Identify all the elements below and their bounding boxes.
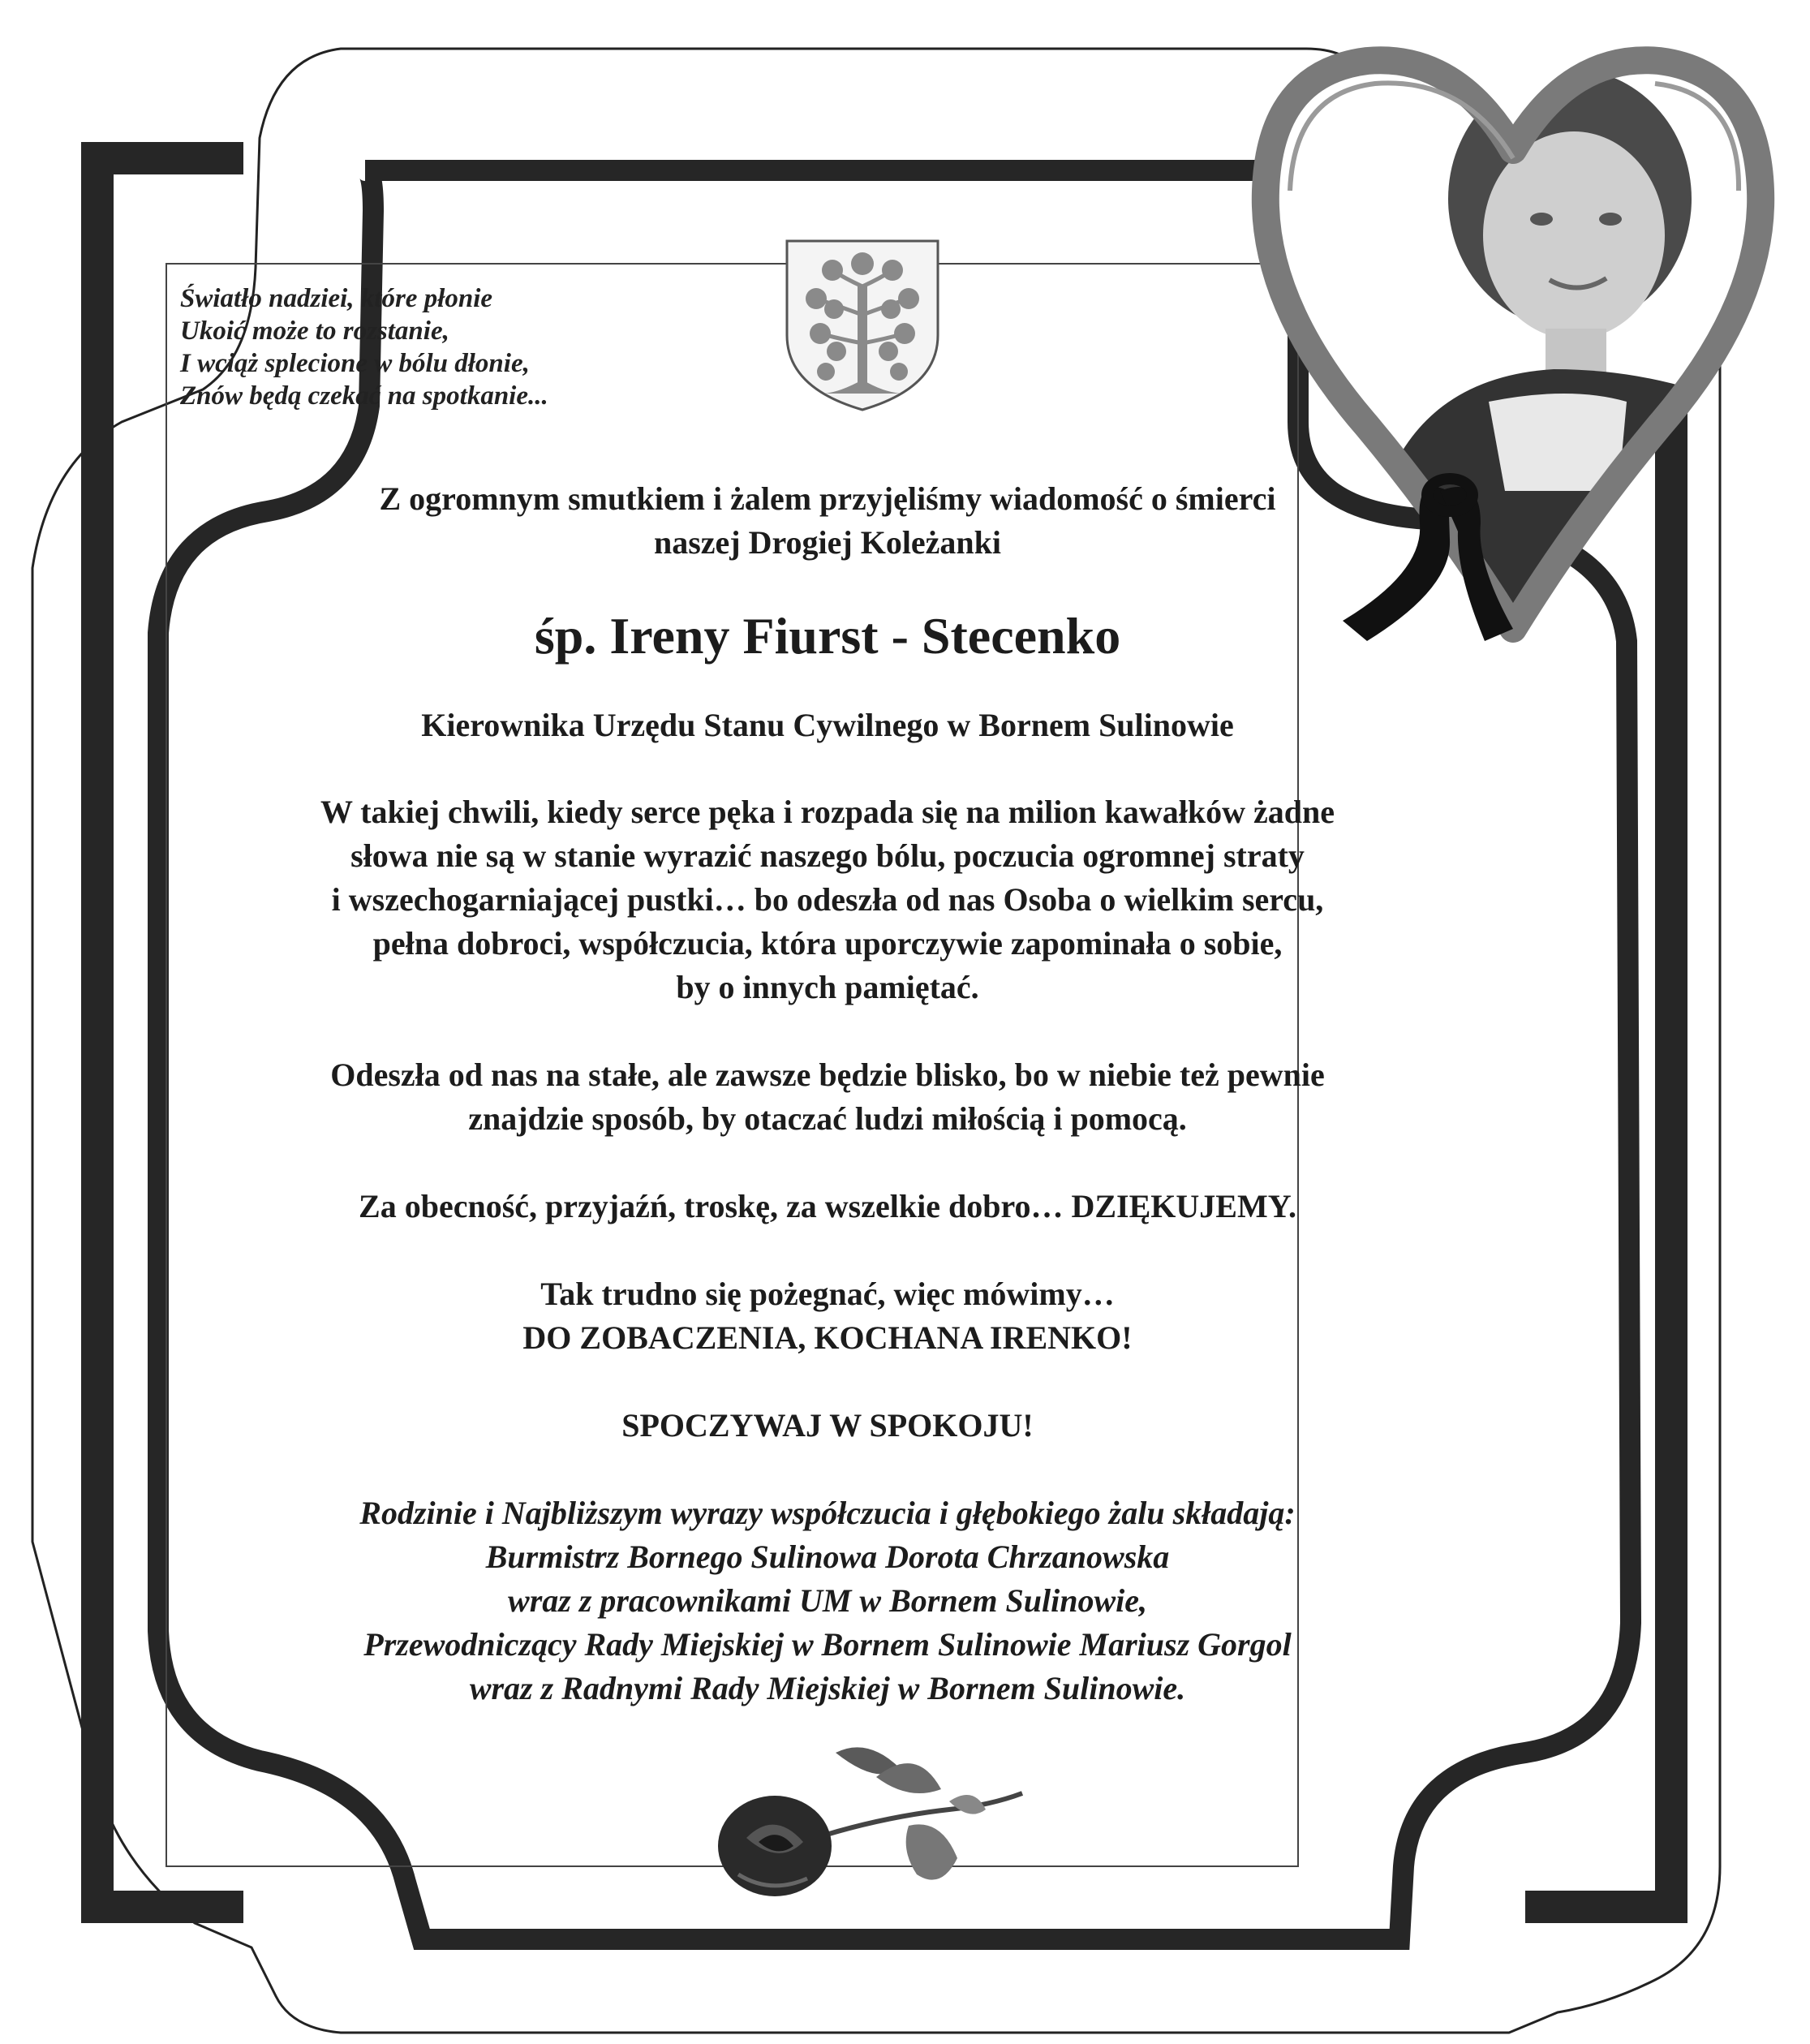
- paragraph-line: pełna dobroci, współczucia, która uporczywie zapominała o sobie,: [372, 925, 1283, 962]
- announcement-text: [203, 477, 1452, 1711]
- rose-icon: [714, 1720, 1038, 1907]
- poem-line: I wciąż splecione w bólu dłonie,: [180, 349, 530, 378]
- poem-line: Ukoić może to rozstanie,: [180, 316, 449, 346]
- deceased-role: Kierownika Urzędu Stanu Cywilnego w Bornem Sulinowie: [421, 707, 1234, 743]
- thanks-line: Za obecność, przyjaźń, troskę, za wszelkie dobro… DZIĘKUJEMY.: [359, 1188, 1296, 1224]
- poem-line: Światło nadziei, które płonie: [180, 284, 493, 313]
- condolence-line: Przewodniczący Rady Miejskiej w Bornem Sulinowie Mariusz Gorgol: [363, 1626, 1292, 1663]
- paragraph-line: i wszechogarniającej pustki… bo odeszła od nas Osoba o wielkim sercu,: [331, 881, 1324, 918]
- condolence-line: Burmistrz Bornego Sulinowa Dorota Chrzanowska: [485, 1538, 1170, 1575]
- condolence-line: wraz z Radnymi Rady Miejskiej w Bornem Sulinowie.: [469, 1670, 1186, 1706]
- poem-line: Znów będą czekać na spotkanie...: [180, 381, 548, 411]
- paragraph-line: słowa nie są w stanie wyrazić naszego bólu, poczucia ogromnej straty: [350, 837, 1305, 874]
- paragraph-line: by o innych pamiętać.: [676, 969, 979, 1005]
- condolences: [203, 1491, 1452, 1711]
- coat-of-arms-tree-icon: [784, 238, 941, 413]
- rest-in-peace: SPOCZYWAJ W SPOKOJU!: [621, 1407, 1034, 1444]
- farewell-line: DO ZOBACZENIA, KOCHANA IRENKO!: [522, 1319, 1133, 1356]
- paragraph-line: W takiej chwili, kiedy serce pęka i rozpada się na milion kawałków żadne: [320, 794, 1335, 830]
- condolence-line: Rodzinie i Najbliższym wyrazy współczucia i głębokiego żalu składają:: [359, 1495, 1296, 1531]
- intro-line: naszej Drogiej Koleżanki: [653, 524, 1002, 561]
- paragraph-line: znajdzie sposób, by otaczać ludzi miłością i pomocą.: [468, 1100, 1187, 1137]
- intro: [203, 477, 1452, 565]
- paragraph-grief: [203, 790, 1452, 1009]
- deceased-name: śp. Ireny Fiurst - Stecenko: [534, 607, 1121, 665]
- paragraph-line: Odeszła od nas na stałe, ale zawsze będzie blisko, bo w niebie też pewnie: [330, 1056, 1325, 1093]
- paragraph-departed: [203, 1053, 1452, 1141]
- intro-line: Z ogromnym smutkiem i żalem przyjęliśmy wiadomość o śmierci: [379, 480, 1276, 517]
- condolence-line: wraz z pracownikami UM w Bornem Sulinowie,: [508, 1582, 1147, 1619]
- poem: [180, 282, 634, 412]
- farewell-line: Tak trudno się pożegnać, więc mówimy…: [540, 1276, 1115, 1312]
- farewell: [203, 1272, 1452, 1360]
